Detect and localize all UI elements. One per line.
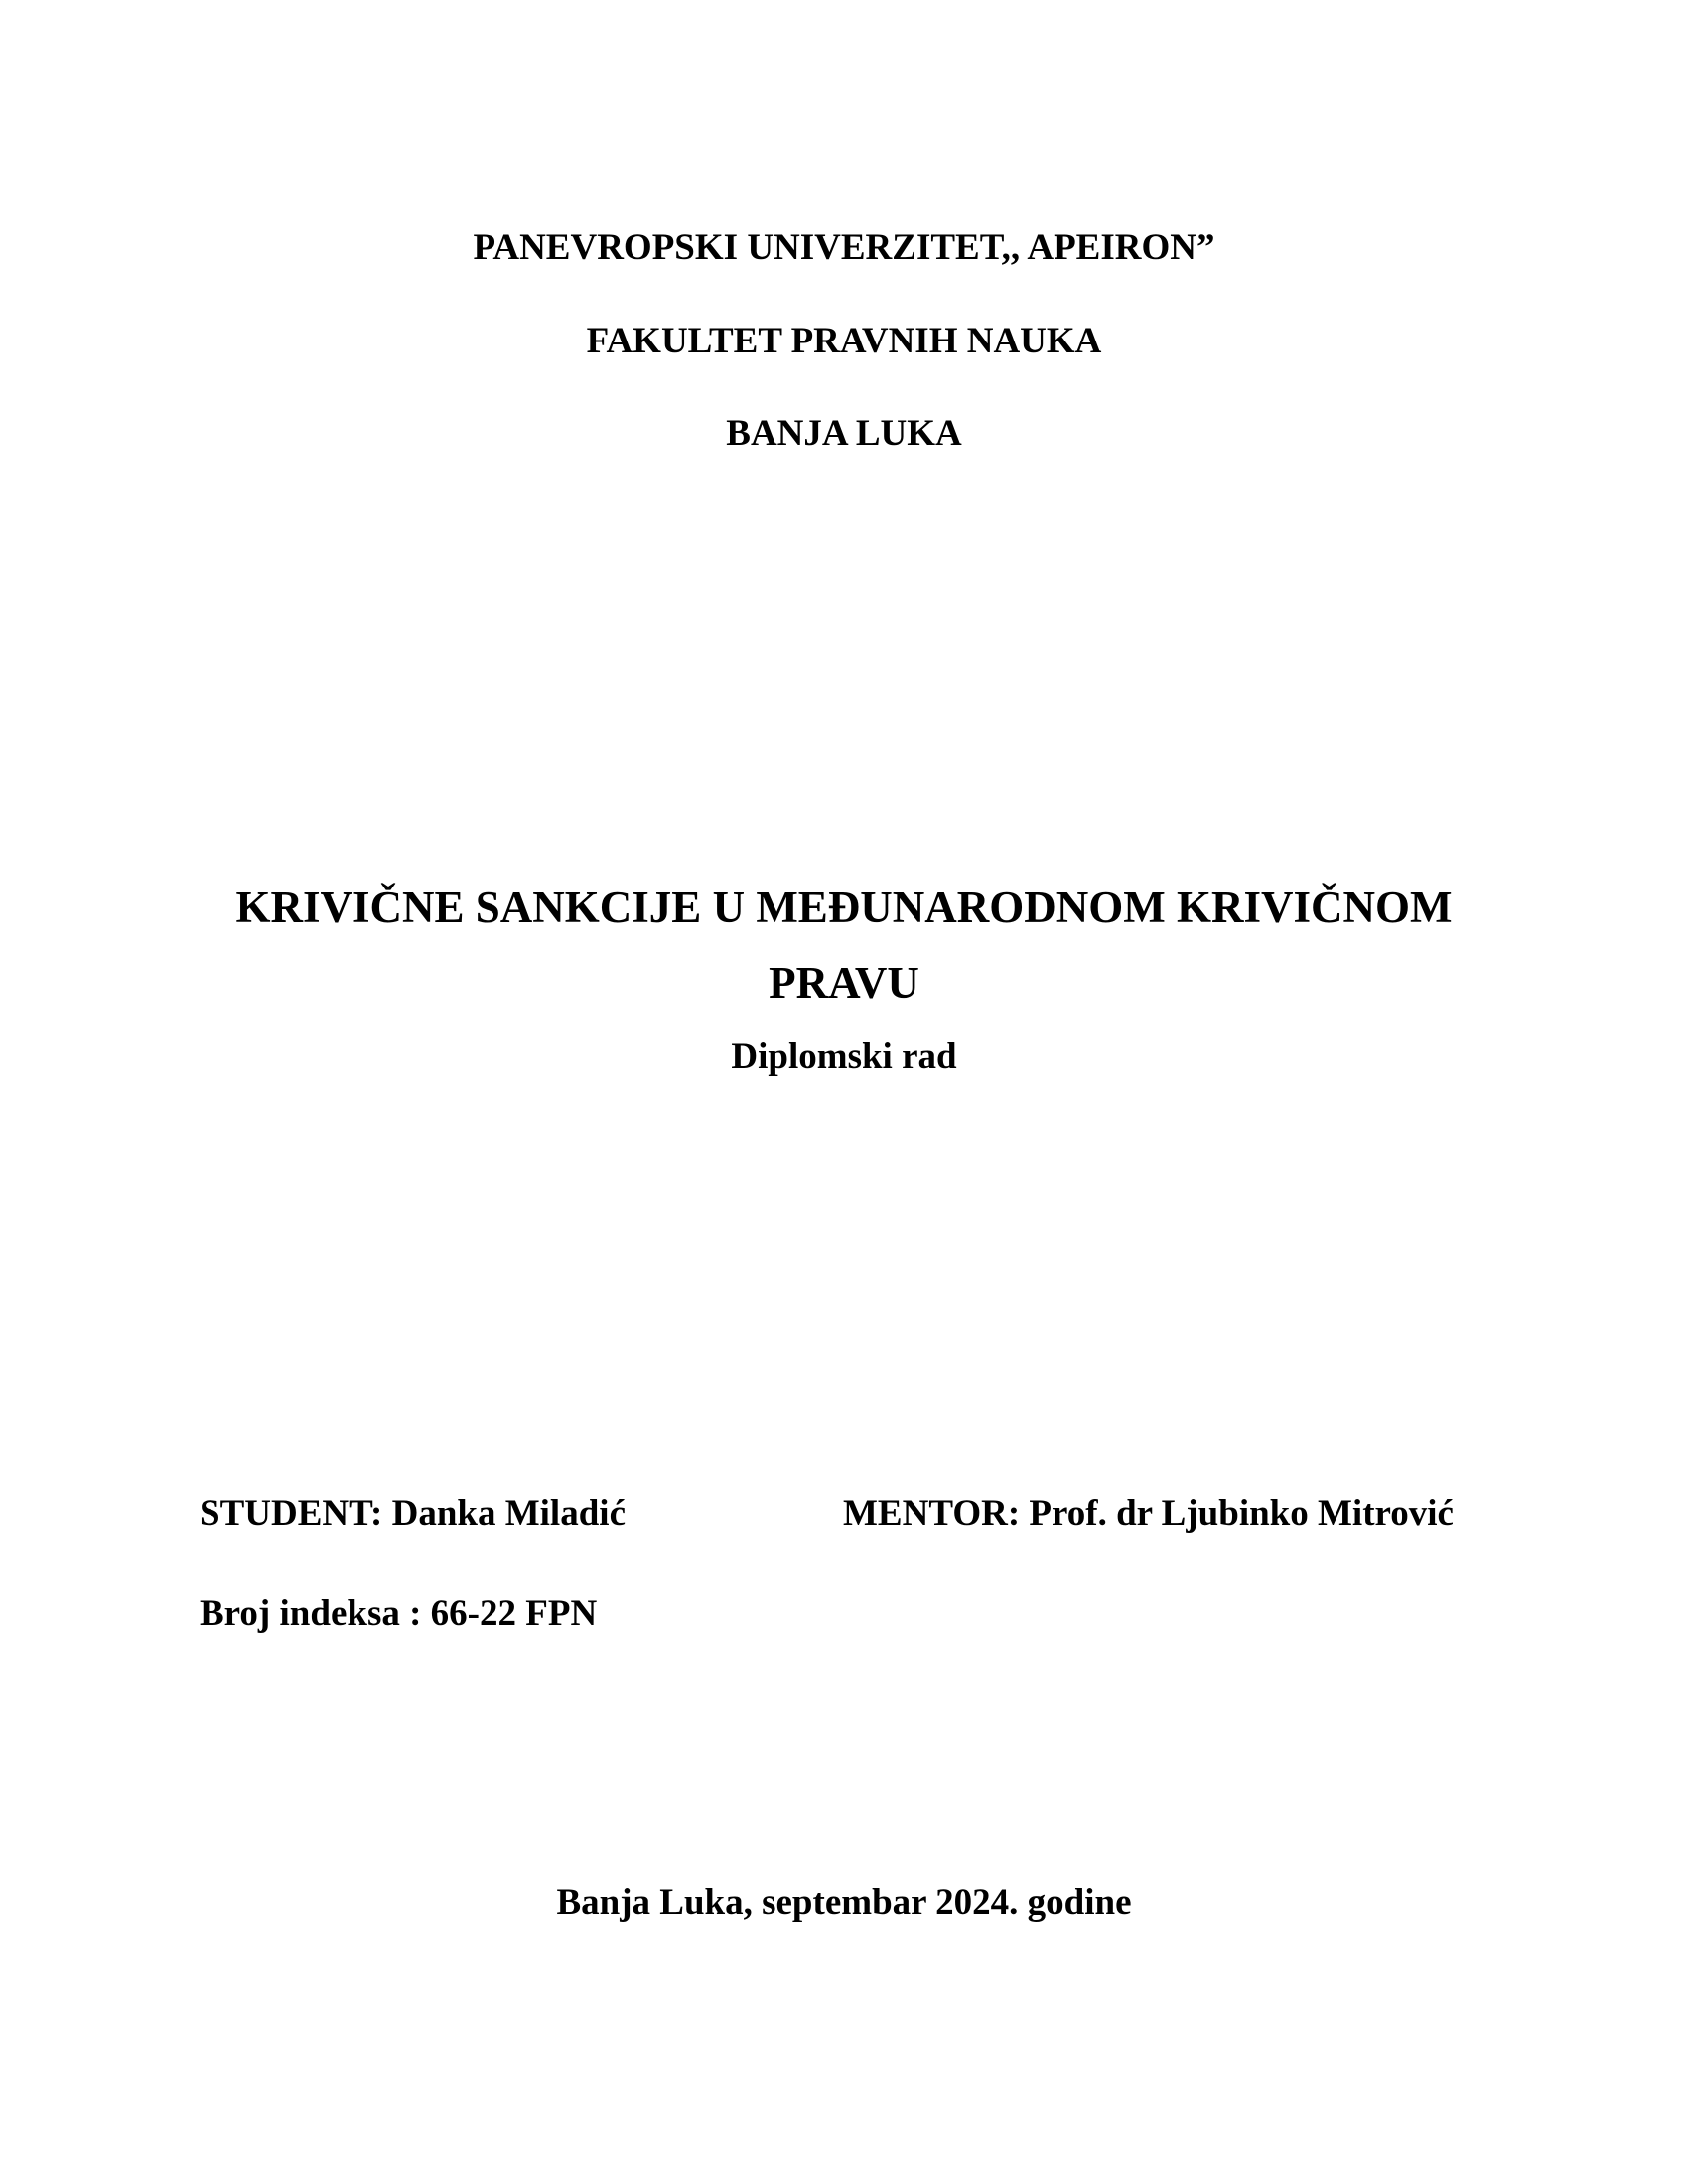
faculty-name: FAKULTET PRAVNIH NAUKA [586, 321, 1102, 361]
thesis-title-line-1: KRIVIČNE SANKCIJE U MEĐUNARODNOM KRIVIČNOM [235, 883, 1453, 932]
mentor-name: Prof. dr Ljubinko Mitrović [1029, 1493, 1454, 1534]
thesis-subtitle: Diplomski rad [731, 1036, 957, 1077]
mentor-label: MENTOR: [843, 1493, 1021, 1534]
student-name: Danka Miladić [391, 1493, 626, 1534]
index-info [200, 1592, 597, 1636]
header-city: BANJA LUKA [726, 413, 962, 454]
mentor-info [843, 1492, 1454, 1536]
index-label: Broj indeksa : [200, 1593, 422, 1634]
student-label: STUDENT: [200, 1493, 383, 1534]
student-info [200, 1492, 626, 1536]
thesis-title-line-2: PRAVU [769, 958, 919, 1008]
index-value: 66-22 FPN [430, 1593, 598, 1634]
place-and-date: Banja Luka, septembar 2024. godine [556, 1882, 1132, 1923]
university-name: PANEVROPSKI UNIVERZITET,, APEIRON” [473, 227, 1215, 268]
